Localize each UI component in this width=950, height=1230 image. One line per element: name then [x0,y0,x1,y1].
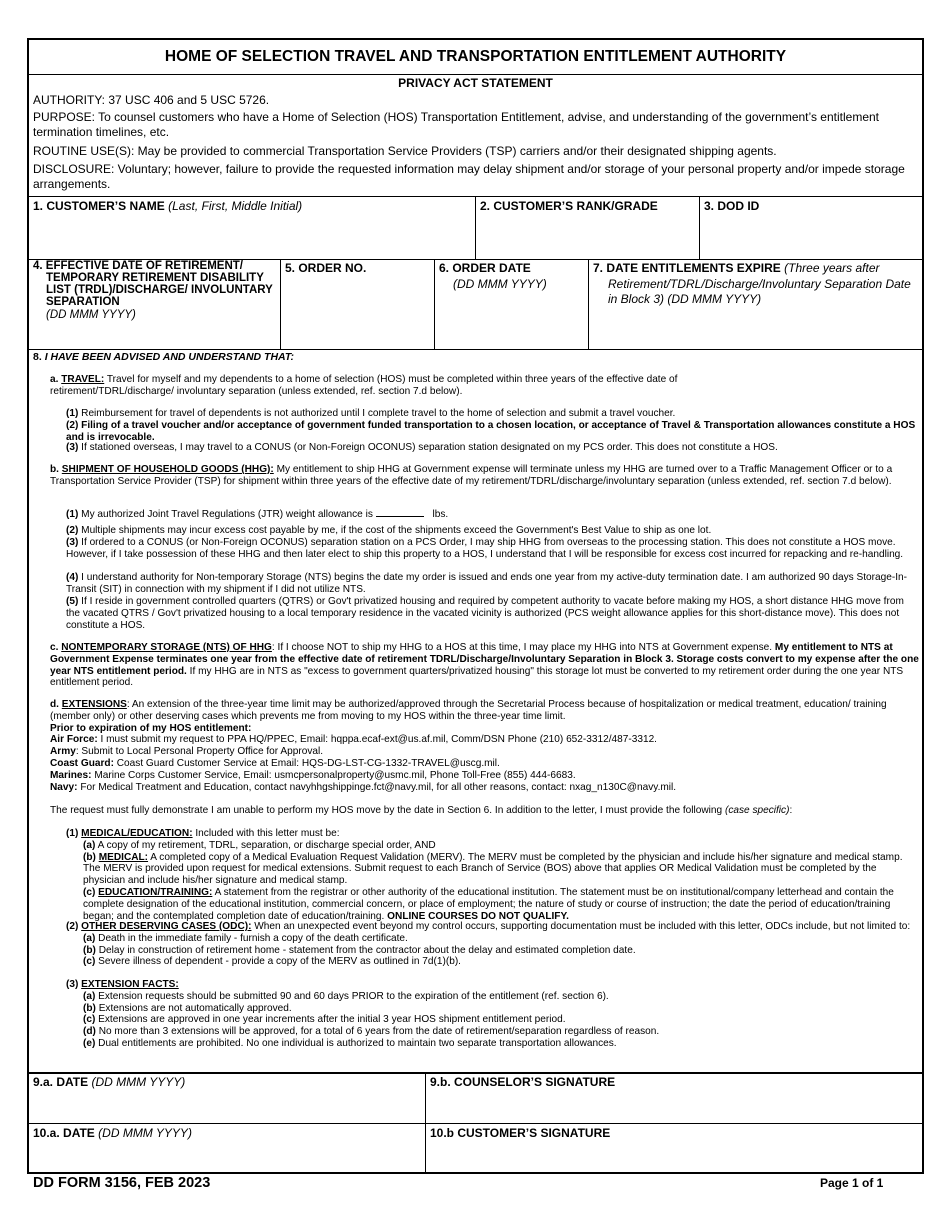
item-number: (1) [66,509,79,520]
form-title: HOME OF SELECTION TRAVEL AND TRANSPORTATION ENTITLEMENT AUTHORITY [29,40,922,75]
dod-id-label: 3. DOD ID [704,199,760,213]
customer-signature-label: 10.b CUSTOMER’S SIGNATURE [430,1126,611,1140]
item-number: (2) [66,525,79,536]
hhg-letter: b. [50,464,59,475]
hhg-item-5 [66,596,919,631]
divider [434,259,435,349]
item-text: If I reside in government controlled quarters (QTRS) or Gov't privatized housing and required by competent authority to vacate before making my HOS, a short distance HHG move from the vacated QTRS / Gov't privatized housing to a local temporary residence in the vacated vicinity is authorized (PCS weight allowance applies for this short-distance move). This does not constitute a HOS. [66,596,904,631]
item-text: My authorized Joint Travel Regulations (JTR) weight allowance is [81,509,373,520]
online-courses-note: ONLINE COURSES DO NOT QUALIFY. [387,910,569,922]
date-10a-hint: (DD MMM YYYY) [98,1126,192,1140]
item-text: A copy of my retirement, TDRL, separation, or discharge special order, AND [97,839,436,851]
marines-contact [50,770,919,782]
coast-guard-contact [50,758,919,770]
counselor-signature-label: 9.b. COUNSELOR’S SIGNATURE [430,1075,616,1089]
form-number: DD FORM 3156, FEB 2023 [33,1175,211,1191]
request-paragraph [50,805,919,817]
order-date-hint: (DD MMM YYYY) [453,277,547,291]
hhg-paragraph [50,464,919,488]
dod-id-field[interactable] [704,199,919,213]
customer-name-field[interactable] [33,199,473,213]
item-text: Reimbursement for travel of dependents is not authorized until I complete travel to the home of selection and submit a travel voucher. [81,408,676,419]
rank-grade-label: 2. CUSTOMER’S RANK/GRADE [480,199,658,213]
travel-title: TRAVEL: [61,374,105,385]
item-number: (2) [66,921,79,932]
divider [475,196,476,259]
expire-date-field[interactable] [593,261,919,308]
effective-date-field[interactable] [33,261,278,322]
item-text: Dual entitlements are prohibited. No one individual is authorized to maintain two separate transportation allowances. [98,1037,617,1049]
item-number: (b) [83,1002,96,1014]
privacy-authority: AUTHORITY: 37 USC 406 and 5 USC 5726. [33,93,270,107]
effective-date-hint: (DD MMM YYYY) [46,308,136,321]
extensions-text: : An extension of the three-year time limit may be authorized/approved through the Secretarial Process because of hospitalization or medical treatment, education/ training (member only) or other deserving cases which prevents me from moving to my HOS within the three-year time limit. [50,699,887,722]
item-text: A statement from the registrar or other authority of the educational institution. The statement must be on institutional/company letterhead and contain the complete designation of the educational institution, commercial concern, or place of employment; the nature of study or course of instruction; the date the period of education/training began; and the contemplated completion date of education/training. [83,886,894,922]
order-date-field[interactable] [439,261,584,291]
expire-date-hint: (Three years after Retirement/TDRL/Discharge/Involuntary Separation Date in Block 3) (DD MMM YYYY) [608,261,911,306]
request-text: The request must fully demonstrate I am unable to perform my HOS move by the date in Section 6. In addition to the letter, I must provide the following [50,805,723,816]
item-text: Filing of a travel voucher and/or acceptance of government funded transportation to a chosen location, or acceptance of Travel & Transportation allowances constitute a HOS and is irrevocable. [66,420,916,443]
item-number: (5) [66,596,79,607]
privacy-disclosure: DISCLOSURE: Voluntary; however, failure to provide the requested information may delay shipment and/or storage of your personal property and/or impede storage arrangements. [33,162,905,191]
hhg-item-1 [66,507,919,521]
item-number: (c) [83,1014,96,1026]
divider [588,259,589,349]
divider [29,1072,922,1074]
item-text: Included with this letter must be: [195,828,340,839]
item-number: (c) [83,956,96,968]
nts-text-2: If my HHG are in NTS as "excess to government quarters/privatized housing" this storage lot must be converted to my retirement order during the one year NTS entitlement period. [50,665,904,689]
customer-signature-field[interactable] [430,1126,920,1172]
item-number: (b) [83,944,96,956]
travel-item-3 [66,442,919,454]
privacy-purpose: PURPOSE: To counsel customers who have a Home of Selection (HOS) Transportation Entitlement, advise, and understanding of the government’s entitlement termination timelines, etc. [33,110,879,139]
item-text: Extensions are not automatically approved. [98,1002,292,1014]
odc-block [66,921,919,968]
date-10a-label: 10.a. DATE [33,1126,95,1140]
date-9a-label: 9.a. DATE [33,1075,89,1089]
customer-name-label: 1. CUSTOMER’S NAME [33,199,165,213]
item-number: (a) [83,932,96,944]
privacy-act-title: PRIVACY ACT STATEMENT [398,76,553,90]
nts-paragraph [50,642,919,689]
order-no-label: 5. ORDER NO. [285,261,367,275]
odc-title: OTHER DESERVING CASES (ODC): [81,921,252,932]
extensions-title: EXTENSIONS [61,699,127,710]
request-italic: (case specific) [724,805,790,816]
contact-label: Coast Guard: [50,757,114,769]
item-text: A completed copy of a Medical Evaluation Request Validation (MERV). The MERV must be completed by the physician and include his/her signature and medical stamp. The MERV is provided upon request for medical extensions. Submit request to each Branch of Service (BOS) above that applies OR Medical Validation must be completed by the physician and include his/her signature and medical stamp. [83,851,903,887]
section8-number: 8. [33,351,42,363]
item-number: (b) [83,851,96,863]
air-force-contact [50,734,919,746]
item-text: Extensions are approved in one year increments after the initial 3 year HOS shipment entitlement period. [98,1014,566,1026]
item-text: Multiple shipments may incur excess cost payable by me, if the cost of the shipments exceed the Government's Best Value to ship as one lot. [81,525,712,536]
contact-label: Navy: [50,781,78,793]
item-number: (c) [83,886,96,898]
item-number: (3) [66,537,79,548]
order-date-label: 6. ORDER DATE [439,261,531,275]
extensions-paragraph [50,699,919,793]
hhg-item-4 [66,572,919,596]
customer-name-hint: (Last, First, Middle Initial) [168,199,303,213]
divider [29,1123,922,1124]
item-text: Extension requests should be submitted 90 and 60 days PRIOR to the expiration of the entitlement (ref. section 6). [98,990,609,1002]
nts-title: NONTEMPORARY STORAGE (NTS) OF HHG [61,642,272,653]
extensions-letter: d. [50,699,59,710]
form-container [27,38,924,1174]
date-9a-field[interactable] [33,1075,421,1121]
contact-label: Marines: [50,769,92,781]
hhg-item-3 [66,537,919,561]
navy-contact [50,782,919,794]
date-9a-hint: (DD MMM YYYY) [91,1075,186,1089]
nts-bold-text: My entitlement to NTS at Government Expense terminates one year from the effective date of retirement TDRL/Discharge/Involuntary Separation in Block 3. Storage costs convert to my expense after the one year NTS entitlement period. [50,642,919,677]
item-text: Delay in construction of retirement home - statement from the contractor about the delay and estimated completion date. [98,944,636,956]
medical-education-title: MEDICAL/EDUCATION: [81,828,193,839]
hhg-text: My entitlement to ship HHG at Government expense will terminate unless my HHG are turned over to a Traffic Management Officer or to a Transportation Service Provider (TSP) for shipment within three years of the effective date of my retirement/TDRL/discharge/involuntary separation (unless extended, ref. section 7.d below). [50,464,893,487]
medical-title: MEDICAL: [98,851,149,863]
extension-facts-block [66,979,919,1050]
section8-heading [33,351,294,363]
weight-allowance-input[interactable] [376,507,424,517]
weight-unit: lbs. [432,509,449,520]
travel-text: Travel for myself and my dependents to a home of selection (HOS) must be completed within three years of the effective date of retirement/TDRL/discharge/ involuntary separation (unless extended, ref. section 7.d below). [50,374,678,397]
extension-facts-title: EXTENSION FACTS: [81,979,179,990]
contact-text: Marine Corps Customer Service, Email: usmcpersonalproperty@usmc.mil, Phone Toll-Free (855) 444-6683. [94,769,576,781]
order-no-field[interactable] [285,261,430,275]
nts-text: : If I choose NOT to ship my HHG to a HOS at this time, I may place my HHG into NTS at Government expense. [271,642,773,653]
item-number: (2) [66,420,79,431]
hhg-item-2 [66,525,919,537]
travel-letter: a. [50,374,59,385]
contact-text: For Medical Treatment and Education, contact navyhhgshippinge.fct@navy.mil, for all other reasons, contact: nxag_n130C@navy.mil. [80,781,677,793]
contact-text: : Submit to Local Personal Property Office for Approval. [75,746,324,758]
item-number: (e) [83,1037,96,1049]
page-number: Page 1 of 1 [820,1176,884,1190]
education-training-title: EDUCATION/TRAINING: [98,886,213,898]
item-text: When an unexpected event beyond my control occurs, supporting documentation must be included with this letter, ODCs include, but not limited to: [254,921,911,932]
item-number: (1) [66,828,79,839]
item-text: Death in the immediate family - furnish a copy of the death certificate. [98,932,408,944]
item-text: Severe illness of dependent - provide a copy of the MERV as outlined in 7d(1)(b). [98,956,461,968]
item-text: If stationed overseas, I may travel to a CONUS (or Non-Foreign OCONUS) separation station designated on my PCS order. This does not constitute a HOS. [81,442,778,453]
counselor-signature-field[interactable] [430,1075,920,1121]
divider [29,349,922,350]
travel-paragraph [50,374,730,398]
date-10a-field[interactable] [33,1126,421,1172]
item-text: No more than 3 extensions will be approved, for a total of 6 years from the date of retirement/separation regardless of reason. [98,1026,660,1038]
item-number: (a) [83,839,96,851]
privacy-routine-uses: ROUTINE USE(S): May be provided to commercial Transportation Service Providers (TSP) carriers and/or their designated shipping agents. [33,144,777,158]
item-number: (3) [66,442,79,453]
contact-label: Army [50,746,76,758]
contact-label: Air Force: [50,734,98,746]
item-number: (d) [83,1026,96,1038]
medical-education-block [66,828,919,922]
effective-date-label: 4. EFFECTIVE DATE OF RETIREMENT/ TEMPORARY RETIREMENT DISABILITY LIST (TRDL)/DISCHARGE/ INVOLUNTARY SEPARATION [33,260,273,308]
extensions-prior: Prior to expiration of my HOS entitlement: [50,722,252,734]
army-contact [50,746,919,758]
item-number: (a) [83,990,96,1002]
item-number: (4) [66,572,79,583]
divider [425,1072,426,1172]
section8-heading-text: I HAVE BEEN ADVISED AND UNDERSTAND THAT: [44,351,294,363]
contact-text: I must submit my request to PPA HQ/PPEC, Email: hqppa.ecaf-ext@us.af.mil, Comm/DSN Phone (210) 652-3312/487-3312. [100,734,657,746]
contact-text: Coast Guard Customer Service at Email: HQS-DG-LST-CG-1332-TRAVEL@uscg.mil. [116,757,500,769]
request-end: : [789,805,793,816]
hhg-title: SHIPMENT OF HOUSEHOLD GOODS (HHG): [61,464,274,475]
divider [699,196,700,259]
divider [280,259,281,349]
expire-date-label: 7. DATE ENTITLEMENTS EXPIRE [593,261,781,275]
nts-letter: c. [50,642,59,653]
travel-item-1 [66,408,919,420]
rank-grade-field[interactable] [480,199,695,213]
item-text: If ordered to a CONUS (or Non-Foreign OCONUS) separation station on a PCS Order, I may ship HHG from overseas to the processing station. This does not constitute a HOS move. However, if I take possession of these HHG and then later elect to ship this property to a HOS, I understand that I will be responsible for excess cost incurred for repacking and re-handling. [66,537,904,560]
item-number: (1) [66,408,79,419]
travel-item-2 [66,420,919,444]
item-number: (3) [66,979,79,990]
item-text: I understand authority for Non-temporary Storage (NTS) begins the date my order is issued and ends one year from my active-duty termination date. I am authorized 90 days Storage-In-Transit (SIT) in connection with my shipment if I did not utilize NTS. [66,572,908,595]
